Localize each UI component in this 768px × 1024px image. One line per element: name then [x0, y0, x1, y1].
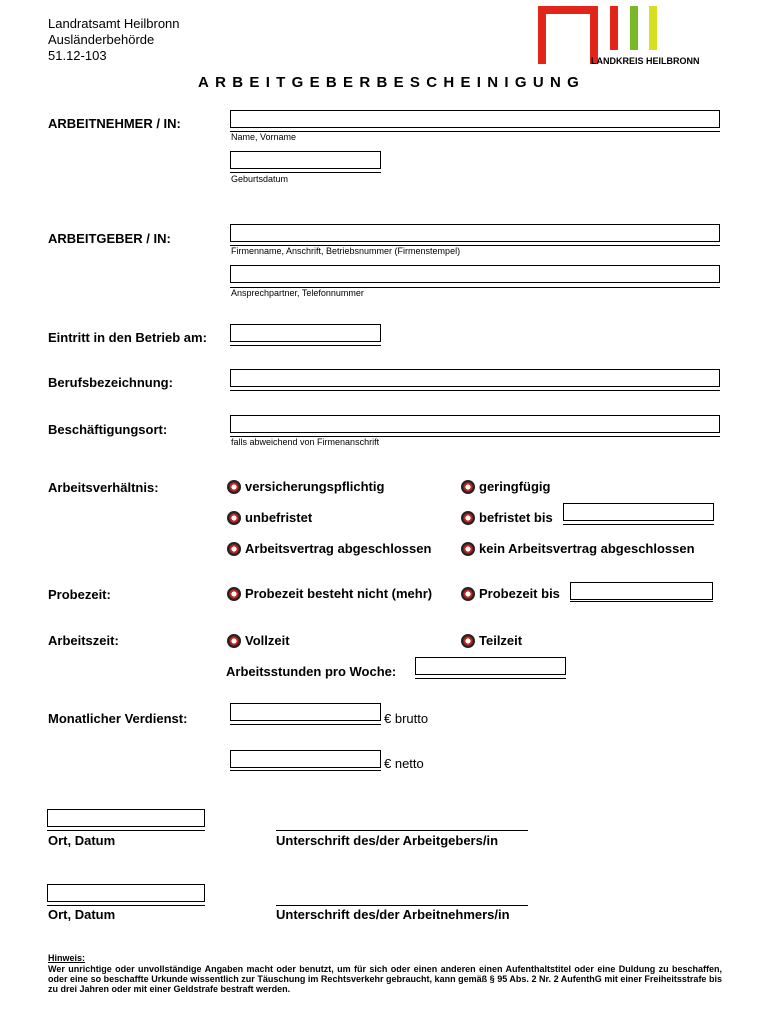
- logo-red-bar: [610, 6, 618, 50]
- notice-heading: Hinweis:: [48, 953, 86, 963]
- worktime-label: Arbeitszeit:: [48, 633, 119, 648]
- authority-name: Landratsamt Heilbronn: [48, 16, 180, 31]
- fixed-term-underline: [563, 524, 714, 525]
- notice-text: Wer unrichtige oder unvollständige Angaben macht oder benutzt, um für sich oder einen anderen einen Aufenthaltstitel oder eine Duldung zu beschaffen, oder eine so beschaffte Urkunde wissentlich zur Täuschung im Rechtsverkehr gebraucht, kann gemäß § 95 Abs. 2 Nr. 2 AufenthG mit einer Freiheitsstrafe bis zu drei Jahren oder mit einer Geldstrafe bestraft werden.: [48, 964, 722, 994]
- fixed-term-until-field[interactable]: [563, 503, 714, 521]
- job-title-label: Berufsbezeichnung:: [48, 375, 173, 390]
- option-insured-employment: versicherungspflichtig: [245, 479, 385, 494]
- employer-place-date-label: Ort, Datum: [48, 833, 116, 848]
- employer-label: ARBEITGEBER / IN:: [48, 231, 171, 246]
- job-title-underline: [230, 390, 720, 391]
- net-salary-field[interactable]: [230, 750, 381, 768]
- job-title-field[interactable]: [230, 369, 720, 387]
- radio-no-probation[interactable]: [227, 587, 241, 601]
- logo-red-left-bar: [538, 6, 546, 64]
- employer-company-hint: Firmenname, Anschrift, Betriebsnummer (Firmenstempel): [231, 246, 461, 256]
- net-label: € netto: [384, 756, 424, 771]
- weekly-hours-underline: [415, 678, 566, 679]
- employee-signature-line[interactable]: [276, 905, 528, 906]
- employee-name-underline: [230, 131, 720, 132]
- employee-signature-label: Unterschrift des/der Arbeitnehmers/in: [276, 907, 510, 922]
- birthdate-field[interactable]: [230, 151, 381, 169]
- employer-contact-field[interactable]: [230, 265, 720, 283]
- radio-insured-employment[interactable]: [227, 480, 241, 494]
- employer-place-date-field[interactable]: [47, 809, 205, 827]
- gross-salary-underline: [230, 724, 381, 725]
- net-salary-underline: [230, 770, 381, 771]
- probation-until-field[interactable]: [570, 582, 713, 600]
- employer-company-field[interactable]: [230, 224, 720, 242]
- gross-label: € brutto: [384, 711, 429, 726]
- option-no-contract: kein Arbeitsvertrag abgeschlossen: [479, 541, 695, 556]
- option-marginal-employment: geringfügig: [479, 479, 551, 494]
- radio-permanent[interactable]: [227, 511, 241, 525]
- probation-label: Probezeit:: [48, 587, 111, 602]
- employee-place-date-label: Ort, Datum: [48, 907, 116, 922]
- radio-no-contract[interactable]: [461, 542, 475, 556]
- logo-yellow-bar: [649, 6, 657, 50]
- workplace-label: Beschäftigungsort:: [48, 422, 168, 437]
- employee-name-field[interactable]: [230, 110, 720, 128]
- logo-text: LANDKREIS HEILBRONN: [591, 56, 700, 66]
- radio-marginal-employment[interactable]: [461, 480, 475, 494]
- option-contract-signed: Arbeitsvertrag abgeschlossen: [245, 541, 432, 556]
- workplace-hint: falls abweichend von Firmenanschrift: [231, 437, 380, 447]
- entry-date-field[interactable]: [230, 324, 381, 342]
- logo-red-top-bar: [538, 6, 598, 14]
- radio-full-time[interactable]: [227, 634, 241, 648]
- option-fixed-term: befristet bis: [479, 510, 553, 525]
- employer-place-date-underline: [47, 830, 205, 831]
- authority-reference: 51.12-103: [48, 48, 107, 63]
- birthdate-hint: Geburtsdatum: [231, 174, 289, 184]
- employer-contact-hint: Ansprechpartner, Telefonnummer: [231, 288, 364, 298]
- workplace-field[interactable]: [230, 415, 720, 433]
- radio-fixed-term[interactable]: [461, 511, 475, 525]
- option-no-probation: Probezeit besteht nicht (mehr): [245, 586, 433, 601]
- employee-place-date-underline: [47, 905, 205, 906]
- gross-salary-field[interactable]: [230, 703, 381, 721]
- birthdate-underline: [230, 172, 381, 173]
- option-permanent: unbefristet: [245, 510, 313, 525]
- radio-part-time[interactable]: [461, 634, 475, 648]
- probation-underline: [570, 601, 713, 602]
- employment-label: Arbeitsverhältnis:: [48, 480, 159, 495]
- option-probation-until: Probezeit bis: [479, 586, 560, 601]
- landkreis-logo: [536, 6, 726, 70]
- radio-probation-until[interactable]: [461, 587, 475, 601]
- radio-contract-signed[interactable]: [227, 542, 241, 556]
- document-title: ARBEITGEBERBESCHEINIGUNG: [198, 74, 586, 91]
- salary-label: Monatlicher Verdienst:: [48, 711, 188, 726]
- option-part-time: Teilzeit: [479, 633, 523, 648]
- entry-date-underline: [230, 345, 381, 346]
- employee-label: ARBEITNEHMER / IN:: [48, 116, 181, 131]
- employer-signature-label: Unterschrift des/der Arbeitgebers/in: [276, 833, 499, 848]
- employee-name-hint: Name, Vorname: [231, 132, 297, 142]
- authority-address: [48, 16, 180, 64]
- weekly-hours-label: Arbeitsstunden pro Woche:: [226, 664, 397, 679]
- option-full-time: Vollzeit: [245, 633, 290, 648]
- authority-department: Ausländerbehörde: [48, 32, 155, 47]
- entry-date-label: Eintritt in den Betrieb am:: [48, 330, 207, 345]
- employer-signature-line[interactable]: [276, 830, 528, 831]
- employee-place-date-field[interactable]: [47, 884, 205, 902]
- logo-green-bar: [630, 6, 638, 50]
- weekly-hours-field[interactable]: [415, 657, 566, 675]
